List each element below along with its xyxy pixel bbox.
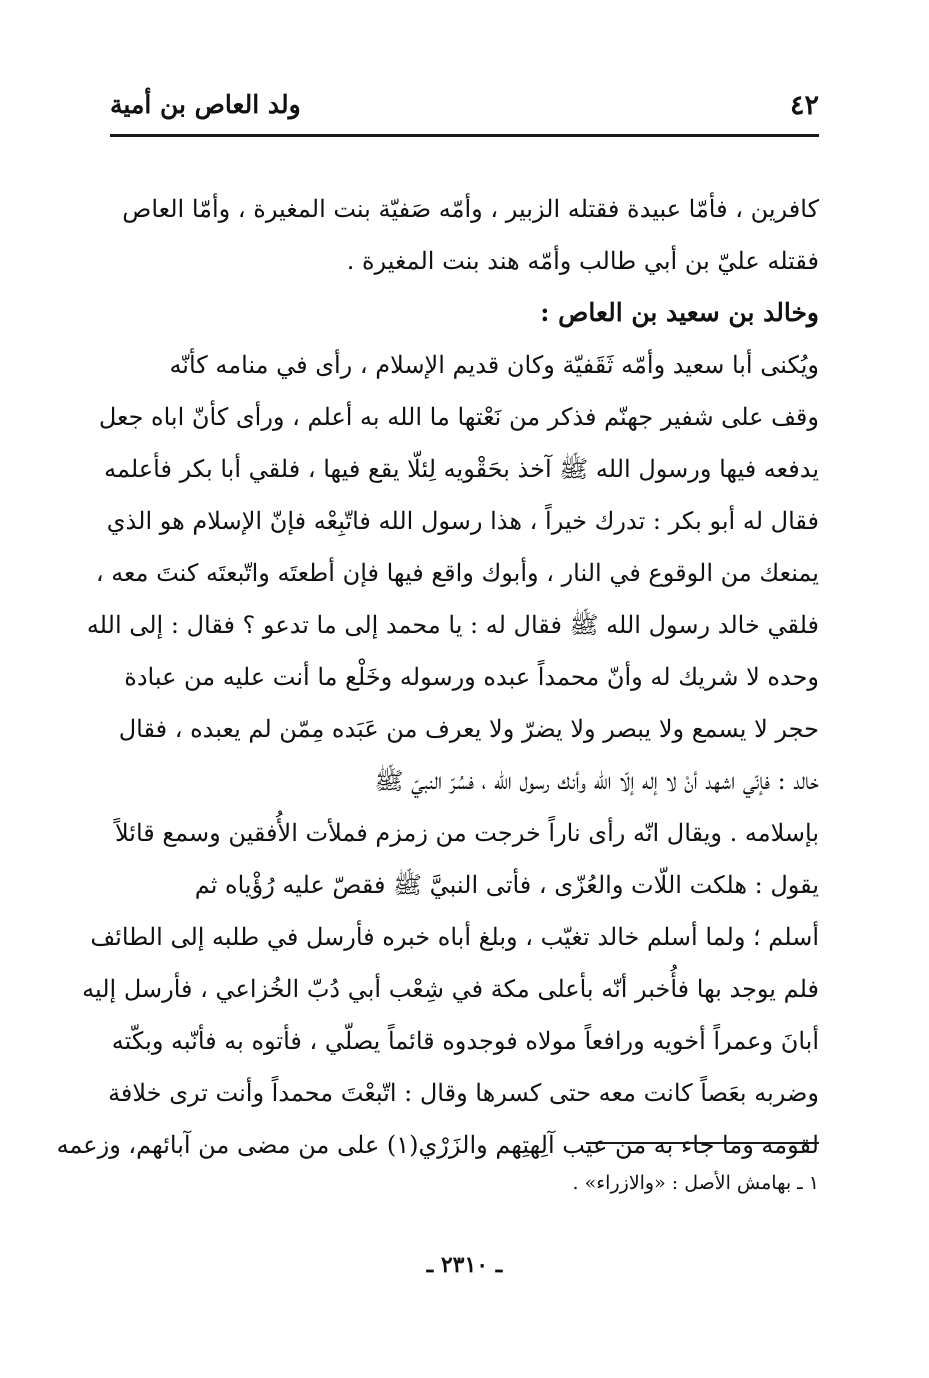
text-line: كافرين ، فأمّا عبيدة فقتله الزبير ، وأمّه صَفيّة بنت المغيرة ، وأمّا العاص [122, 195, 819, 223]
footnote-divider [586, 1142, 819, 1144]
body-text [56, 183, 819, 1171]
running-title: ولد العاص بن أمية [110, 90, 301, 119]
text-line: فلم يوجد بها فأُخبر أنّه بأعلى مكة في شِعْب أبي دُبّ الخُزاعي ، فأرسل إليه [82, 975, 819, 1003]
text-line: حجر لا يسمع ولا يبصر ولا يضرّ ولا يعرف من عَبَده مِمّن لم يعبده ، فقال [118, 715, 819, 743]
text-line: بإسلامه . ويقال انّه رأى ناراً خرجت من زمزم فملأت الأُفقين وسمع قائلاً [114, 819, 819, 847]
header-divider [110, 134, 819, 137]
text-line: وضربه بعَصاً كانت معه حتى كسرها وقال : اتّبعْتَ محمداً وأنت ترى خلافة [108, 1079, 819, 1107]
text-line: وحده لا شريك له وأنّ محمداً عبده ورسوله وخَلْع ما أنت عليه من عبادة [124, 663, 819, 691]
text-line: فقتله عليّ بن أبي طالب وأمّه هند بنت المغيرة . [346, 247, 819, 275]
text-line: يدفعه فيها ورسول الله ﷺ آخذ بحَقْويه لِئلّا يقع فيها ، فلقي أبا بكر فأعلمه [104, 455, 819, 483]
text-line: أبانَ وعمراً أخويه ورافعاً مولاه فوجدوه قائماً يصلّي ، فأتوه به فأنّبه وبكّته [111, 1027, 819, 1055]
text-line: أسلم ؛ ولما أسلم خالد تغيّب ، وبلغ أباه خبره فأرسل في طلبه إلى الطائف [90, 923, 819, 951]
text-line: يمنعك من الوقوع في النار ، وأبوك واقع فيها فإن أطعتَه واتّبعتَه كنتَ معه ، [95, 559, 819, 587]
section-heading: وخالد بن سعيد بن العاص : [540, 298, 819, 327]
text-line: لقومه وما جاء به من عيب آلِهتِهم والزَرْي(١) على من مضى من آبائهم، وزعمه [56, 1131, 819, 1159]
text-line: يقول : هلكت اللّات والعُزّى ، فأتى النبيَّ ﷺ فقصّ عليه رُؤْياه ثم [194, 871, 819, 899]
text-line: فلقي خالد رسول الله ﷺ فقال له : يا محمد إلى ما تدعو ؟ فقال : إلى الله [86, 611, 819, 639]
footer-page-number: ـ ٢٣١٠ ـ [426, 1252, 503, 1278]
page-number: ٤٢ [789, 90, 819, 121]
footnote: ١ ـ بهامش الأصل : «والازراء» . [572, 1172, 819, 1194]
text-line: خالد : فإنّي اشهد أنْ لا إله إلّا الله وأنك رسول الله ، فسُرّ النبيّ ﷺ [374, 767, 819, 795]
text-line: ويُكنى أبا سعيد وأمّه ثَقَفيّة وكان قديم الإسلام ، رأى في منامه كأنّه [169, 351, 819, 379]
text-line: وقف على شفير جهنّم فذكر من نَعْتها ما الله به أعلم ، ورأى كأنّ اباه جعل [98, 403, 819, 431]
text-line: فقال له أبو بكر : تدرك خيراً ، هذا رسول الله فاتّبِعْه فإنّ الإسلام هو الذي [106, 507, 819, 535]
page-header [110, 88, 819, 128]
